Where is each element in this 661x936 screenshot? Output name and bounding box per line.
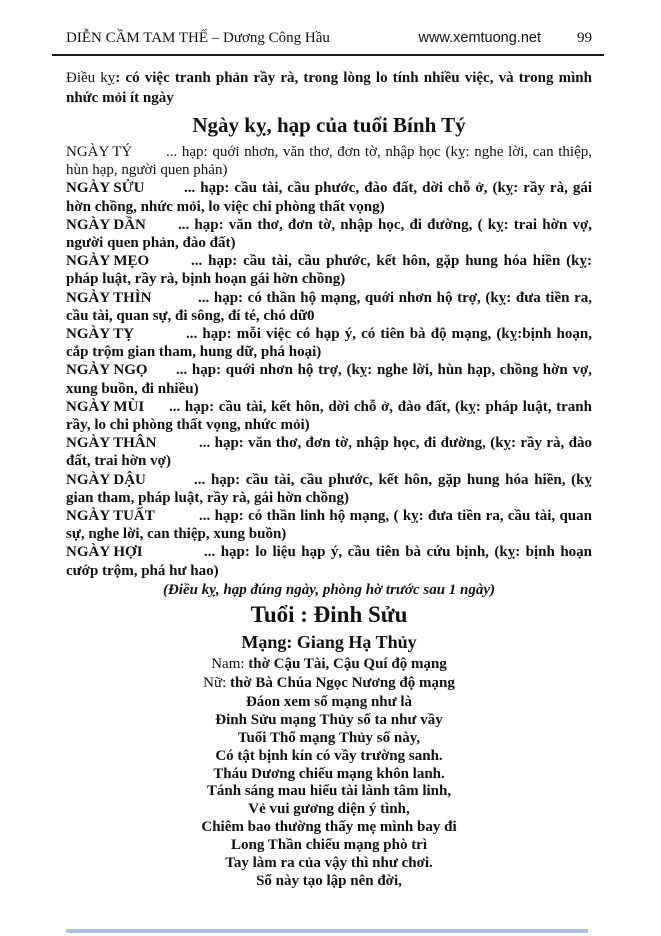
poem-line: Vẻ vui gương diện ý tình,: [248, 801, 410, 818]
day-text: ... hạp: cầu tài, kết hôn, dời chỗ ở, đào đất, (kỵ: pháp luật, tranh rầy, lo chi phòng thất vọng, nhức mỏi): [66, 398, 592, 434]
poem-line: Tay làm ra của vậy thì như chơi.: [225, 855, 433, 872]
day-entry: [66, 289, 592, 325]
days-note: (Điều kỵ, hạp đúng ngày, phòng hờ trước sau 1 ngày): [162, 581, 496, 598]
day-entry: [66, 325, 592, 361]
nu-line: [66, 674, 592, 693]
day-entry: [66, 143, 592, 179]
nu-label: Nữ:: [203, 674, 227, 691]
poem-line: Tánh sáng mau hiểu tài lành tâm linh,: [206, 783, 452, 800]
day-text: ... hạp: cầu tài, cầu phước, kết hôn, gặp hung hóa hiền, (kỵ gian tham, pháp luật, rầy rà, gái hờn chồng): [66, 471, 592, 506]
day-label: NGÀY MÙI: [66, 398, 145, 415]
intro-paragraph: [66, 68, 592, 108]
day-label: NGÀY MẸO: [66, 253, 150, 270]
day-label: NGÀY NGỌ: [66, 362, 148, 379]
day-label: NGÀY TUẤT: [66, 508, 155, 525]
day-entry: [66, 434, 592, 470]
day-label: NGÀY TÝ: [66, 144, 133, 160]
day-text: ... hạp: có thần linh hộ mạng, ( kỵ: đưa tiền ra, cầu tài, quan sự, nghe lời, can thiệp, xung buồn): [66, 508, 592, 543]
nam-label: Nam:: [211, 655, 245, 672]
day-entry: [66, 361, 592, 397]
day-text: ... hạp: lo liệu hạp ý, cầu tiên bà cứu bịnh, (kỵ: bịnh hoạn cướp trộm, phá hư hao): [66, 544, 592, 579]
day-text: ... hạp: văn thơ, đơn tờ, nhập học, đi đường, (kỵ: rầy rà, đào đất, trai hờn vợ): [66, 435, 592, 470]
header-rule: [52, 54, 604, 56]
poem-block: [66, 694, 592, 891]
poem-line: Chiêm bao thường thấy mẹ mình bay đi: [201, 819, 457, 836]
book-title: DIỄN CẦM TAM THẾ – Dương Công Hầu: [66, 30, 330, 46]
day-label: NGÀY SỬU: [66, 180, 145, 197]
destiny-subtitle: Mạng: Giang Hạ Thủy: [241, 631, 417, 652]
nam-text: thờ Cậu Tài, Cậu Quí độ mạng: [244, 655, 447, 672]
day-label: NGÀY THÌN: [66, 289, 152, 306]
poem-line: Tháu Dương chiếu mạng khôn lanh.: [213, 765, 445, 782]
footer-bar: [66, 929, 588, 933]
nu-text: thờ Bà Chúa Ngọc Nương độ mạng: [226, 674, 455, 691]
poem-line: Đinh Sửu mạng Thủy số ta như vầy: [215, 711, 443, 728]
poem-line: Có tật bịnh kín có vầy trường sanh.: [215, 747, 443, 764]
day-text: ... hạp: văn thơ, đơn tờ, nhập học, đi đường, ( kỵ: trai hờn vợ, người quen phản, đào đất): [66, 216, 592, 252]
day-text: ... hạp: quới nhơn, văn thơ, đơn tờ, nhập học (kỵ: nghe lời, can thiệp, hùn hạp, người quen phản): [66, 144, 592, 179]
day-text: ... hạp: cầu tài, cầu phước, đào đất, dời chỗ ở, (kỵ: rầy rà, gái hờn chồng, nhức mỏi, lo việc chi phòng thất vọng): [66, 180, 592, 215]
day-text: ... hạp: có thần hộ mạng, quới nhơn hộ trợ, (kỵ: đưa tiền ra, cầu tài, quan sự, đi sông, đí té, chó dữ0: [66, 289, 592, 324]
poem-line: Số này tạo lập nên đời,: [256, 872, 402, 889]
header-right: [418, 30, 592, 47]
poem-line: Long Thần chiếu mạng phò trì: [230, 837, 428, 854]
day-entry: [66, 507, 592, 543]
section-title-age: Tuổi : Đinh Sửu: [250, 601, 408, 627]
page-number: 99: [577, 30, 592, 46]
day-list: [66, 143, 592, 580]
day-entry: [66, 543, 592, 579]
day-label: NGÀY DẦN: [66, 216, 146, 233]
poem-line: Đáon xem số mạng như là: [245, 693, 413, 710]
day-entry: [66, 471, 592, 507]
poem-line: Tuổi Thổ mạng Thủy số này,: [237, 729, 421, 746]
day-entry: [66, 252, 592, 288]
day-text: ... hạp: quới nhơn hộ trợ, (kỵ: nghe lời, hùn hạp, chồng hờn vợ, xung buồn, đi nhiều): [66, 362, 592, 397]
day-text: ... hạp: mỗi việc có hạp ý, có tiên bà độ mạng, (kỵ:bịnh hoạn, cắp trộm gian tham, hung dữ, phá hoại): [66, 326, 592, 361]
intro-text: : có việc tranh phản rầy rà, trong lòng lo tính nhiều việc, và trong mình nhức mỏi ít ngày: [66, 70, 592, 106]
section-title-days: Ngày kỵ, hạp của tuổi Bính Tý: [192, 113, 466, 137]
nam-line: [66, 655, 592, 674]
website-url: www.xemtuong.net: [418, 30, 541, 46]
intro-label: Điều kỵ: [66, 70, 116, 86]
page-header: [66, 30, 592, 47]
day-entry: [66, 179, 592, 215]
day-label: NGÀY TỴ: [66, 326, 134, 343]
day-label: NGÀY THÂN: [66, 435, 157, 452]
day-label: NGÀY DẬU: [66, 471, 146, 488]
day-label: NGÀY HỢI: [66, 544, 143, 561]
day-text: ... hạp: cầu tài, cầu phước, kết hôn, gặp hung hóa hiền (kỵ: pháp luật, rầy rà, bịnh hoạn gái hờn chồng): [66, 253, 592, 288]
day-entry: [66, 398, 592, 434]
day-entry: [66, 216, 592, 252]
